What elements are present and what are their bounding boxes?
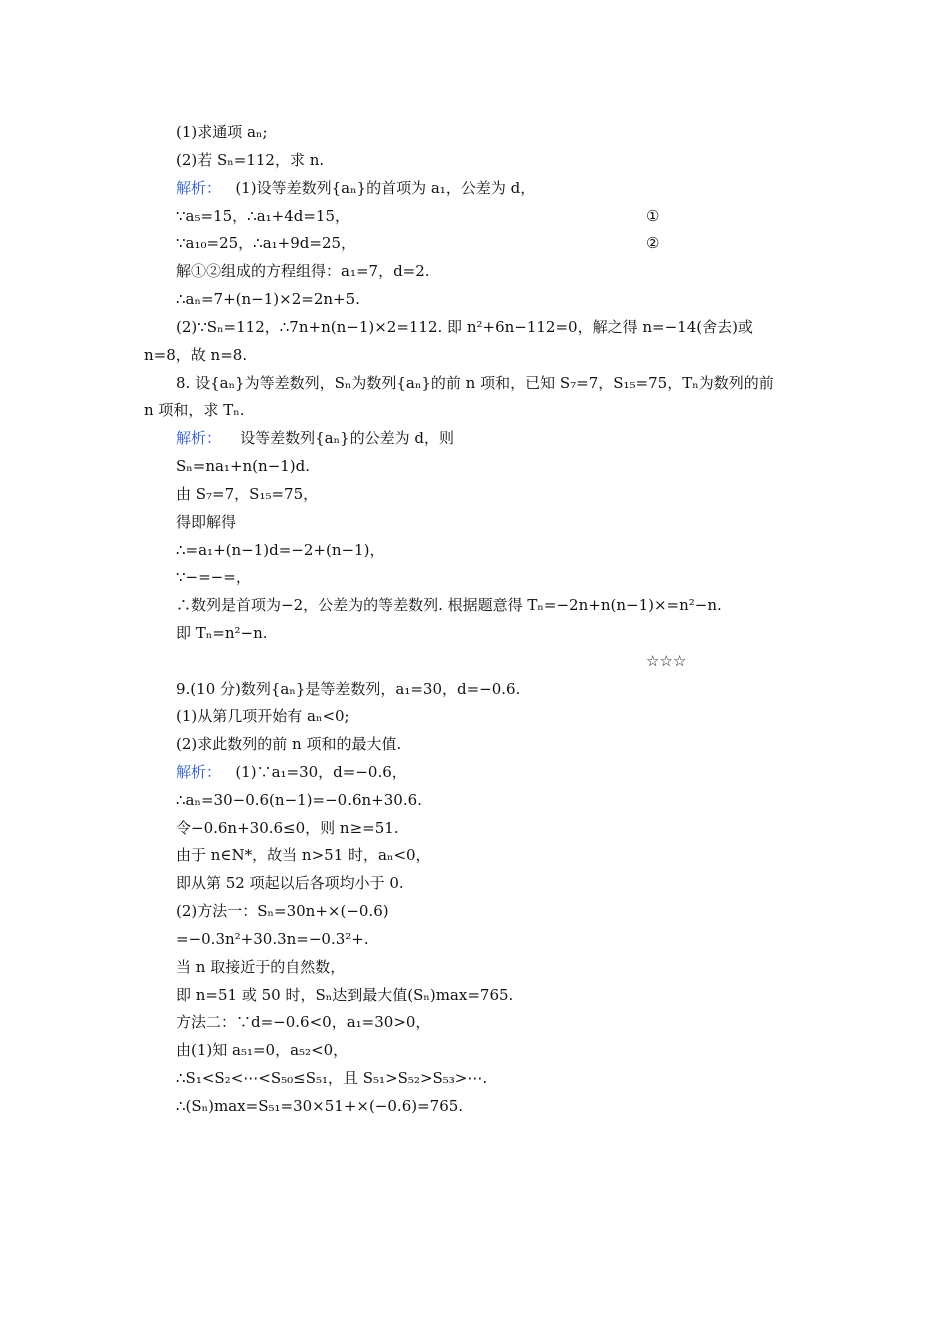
text-line: Sₙ=na₁+n(n−1)d. (176, 457, 311, 475)
text-line (176, 428, 454, 448)
text-line: ∴(Sₙ)max=S₅₁=30×51+×(−0.6)=765. (176, 1097, 464, 1115)
line-text: 设等差数列{aₙ}的公差为 d，则 (240, 429, 454, 447)
text-line: ∵a₁₀=25，∴a₁+9d=25， (176, 234, 357, 252)
solution-label: 解析： (176, 179, 222, 197)
text-line: 得即解得 (176, 513, 237, 531)
text-line (176, 762, 407, 782)
text-line: ∴aₙ=30−0.6(n−1)=−0.6n+30.6. (176, 791, 422, 809)
text-line: n=8，故 n=8. (144, 346, 248, 364)
text-line: 即 n=51 或 50 时，Sₙ达到最大值(Sₙ)max=765. (176, 986, 514, 1004)
text-line: 令−0.6n+30.6≤0，则 n≥=51. (176, 819, 399, 837)
text-line: 解①②组成的方程组得：a₁=7，d=2. (176, 262, 430, 280)
text-line: 9.(10 分)数列{aₙ}是等差数列，a₁=30，d=−0.6. (176, 680, 521, 698)
text-line: ∴aₙ=7+(n−1)×2=2n+5. (176, 290, 360, 308)
text-line: (2)若 Sₙ=112，求 n. (176, 151, 325, 169)
text-line: 即从第 52 项起以后各项均小于 0. (176, 874, 404, 892)
text-line: ∵a₅=15，∴a₁+4d=15， (176, 207, 351, 225)
text-line: =−0.3n²+30.3n=−0.3²+. (176, 930, 369, 948)
text-line: (1)求通项 aₙ; (176, 123, 268, 141)
text-line: (2)求此数列的前 n 项和的最大值. (176, 735, 402, 753)
equation-marker: ① (646, 207, 660, 225)
text-line: 即 Tₙ=n²−n. (176, 624, 268, 642)
text-line: 当 n 取接近于的自然数， (176, 958, 346, 976)
text-line: (2)方法一：Sₙ=30n+×(−0.6) (176, 902, 389, 920)
solution-label: 解析： (176, 763, 222, 781)
difficulty-stars: ☆☆☆ (646, 652, 687, 670)
text-line: 由 S₇=7，S₁₅=75， (176, 485, 319, 503)
text-line (176, 178, 535, 198)
line-text: (1)设等差数列{aₙ}的首项为 a₁，公差为 d， (235, 179, 536, 197)
equation-marker: ② (646, 234, 660, 252)
text-line: (1)从第几项开始有 aₙ<0; (176, 707, 350, 725)
text-line: ∵−=−=， (176, 568, 251, 586)
text-line: 由(1)知 a₅₁=0，a₅₂<0， (176, 1041, 349, 1059)
text-line: 由于 n∈N*，故当 n>51 时，aₙ<0， (176, 846, 431, 864)
text-line: ∴S₁<S₂<⋯<S₅₀≤S₅₁，且 S₅₁>S₅₂>S₅₃>⋯. (176, 1069, 488, 1087)
line-text: (1)∵a₁=30，d=−0.6， (235, 763, 407, 781)
text-line: ∴=a₁+(n−1)d=−2+(n−1)， (176, 541, 385, 559)
text-line: (2)∵Sₙ=112，∴7n+n(n−1)×2=112. 即 n²+6n−112=0，解之得 n=−14(舍去)或 (176, 318, 753, 336)
text-line: 方法二：∵d=−0.6<0，a₁=30>0， (176, 1013, 431, 1031)
solution-label: 解析： (176, 429, 222, 447)
text-line: ∴数列是首项为−2，公差为的等差数列. 根据题意得 Tₙ=−2n+n(n−1)×=n²−n. (176, 596, 722, 614)
text-line: 8. 设{aₙ}为等差数列，Sₙ为数列{aₙ}的前 n 项和，已知 S₇=7，S₁₅=75，Tₙ为数列的前 (176, 374, 774, 392)
text-line: n 项和，求 Tₙ. (144, 401, 245, 419)
